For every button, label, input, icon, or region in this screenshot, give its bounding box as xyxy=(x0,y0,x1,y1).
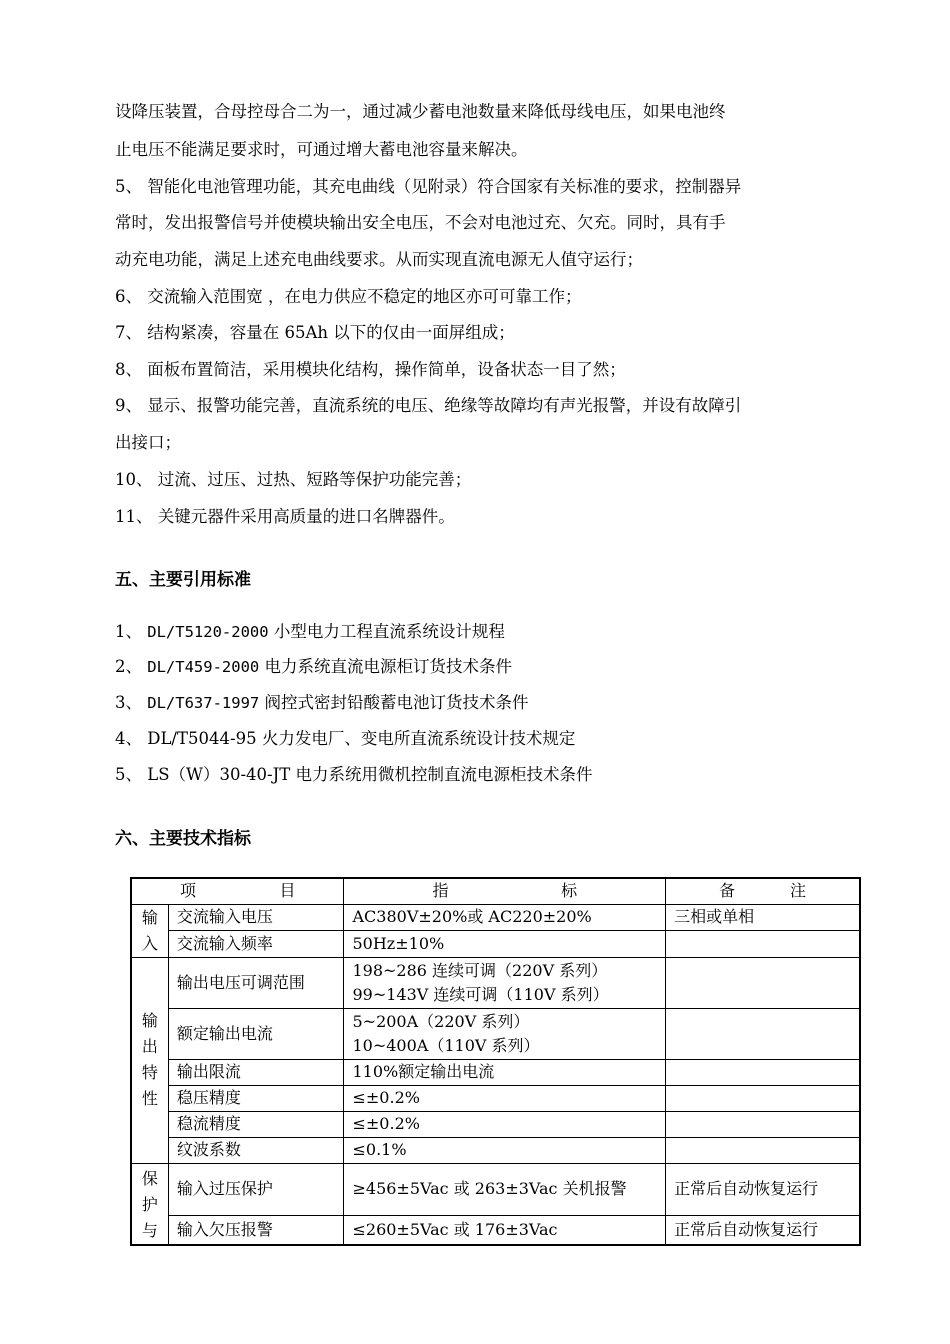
standard-number: 5、 xyxy=(115,765,142,784)
row-note xyxy=(666,957,860,1008)
row-note xyxy=(666,1137,860,1163)
standard-number: 1、 xyxy=(115,622,142,641)
table-row xyxy=(131,1008,860,1059)
standard-item xyxy=(115,729,575,749)
header-text: 目 xyxy=(279,881,296,901)
group-text: 保护与 xyxy=(141,1168,158,1240)
feature-item-8: 8、 面板布置简洁，采用模块化结构，操作简单，设备状态一目了然； xyxy=(115,360,626,379)
row-name: 交流输入电压 xyxy=(168,904,344,931)
row-value-line: 198~286 连续可调（220V 系列） xyxy=(352,960,608,980)
row-name: 输出电压可调范围 xyxy=(168,957,344,1008)
standard-title: 小型电力工程直流系统设计规程 xyxy=(273,622,505,641)
row-note: 正常后自动恢复运行 xyxy=(666,1215,860,1244)
table-row xyxy=(131,931,860,958)
standard-code: LS（W）30-40-JT xyxy=(147,765,291,784)
row-value: ≤±0.2% xyxy=(344,1085,666,1111)
standard-item xyxy=(115,765,592,785)
feature-item-10: 10、 过流、过压、过热、短路等保护功能完善； xyxy=(115,470,472,489)
standard-title: 火力发电厂、变电所直流系统设计技术规定 xyxy=(261,729,576,748)
table-header-row xyxy=(131,878,860,904)
row-value: ≤±0.2% xyxy=(344,1111,666,1137)
paragraph-line: 止电压不能满足要求时，可通过增大蓄电池容量来解决。 xyxy=(115,140,528,159)
standard-item xyxy=(115,622,505,642)
row-note xyxy=(666,1111,860,1137)
feature-item-11: 11、 关键元器件采用高质量的进口名牌器件。 xyxy=(115,507,455,526)
row-value: ≤260±5Vac 或 176±3Vac xyxy=(344,1215,666,1244)
table-row xyxy=(131,1215,860,1244)
row-name: 输出限流 xyxy=(168,1059,344,1085)
header-index xyxy=(344,878,666,904)
header-text: 备 xyxy=(719,881,736,901)
group-label-input xyxy=(131,904,168,957)
table-row xyxy=(131,957,860,1008)
row-name: 稳流精度 xyxy=(168,1111,344,1137)
row-name: 稳压精度 xyxy=(168,1085,344,1111)
row-value xyxy=(344,957,666,1008)
row-value-line: 10~400A（110V 系列） xyxy=(352,1035,540,1055)
spec-table xyxy=(130,877,861,1246)
table-row xyxy=(131,1059,860,1085)
table-row xyxy=(131,1111,860,1137)
feature-item-9: 9、 显示、报警功能完善，直流系统的电压、绝缘等故障均有声光报警，并设有故障引 xyxy=(115,396,742,415)
row-note: 正常后自动恢复运行 xyxy=(666,1163,860,1215)
section-heading-standards: 五、主要引用标准 xyxy=(115,570,251,590)
group-label-output xyxy=(131,957,168,1163)
header-text: 标 xyxy=(561,881,578,901)
header-text: 注 xyxy=(789,881,806,901)
row-value: ≤0.1% xyxy=(344,1137,666,1163)
feature-item-7: 7、 结构紧凑，容量在 65Ah 以下的仅由一面屏组成； xyxy=(115,323,515,342)
paragraph-line: 设降压装置，合母控母合二为一，通过减少蓄电池数量来降低母线电压，如果电池终 xyxy=(115,102,726,121)
paragraph-line: 动充电功能，满足上述充电曲线要求。从而实现直流电源无人值守运行； xyxy=(115,250,643,269)
group-text: 输出特性 xyxy=(141,1011,158,1108)
standard-number: 4、 xyxy=(115,729,142,748)
standard-code: DL/T5044-95 xyxy=(147,729,257,748)
header-text: 项 xyxy=(180,881,197,901)
row-value xyxy=(344,1008,666,1059)
row-value: ≥456±5Vac 或 263±3Vac 关机报警 xyxy=(344,1163,666,1215)
row-value: AC380V±20%或 AC220±20% xyxy=(344,904,666,931)
row-value-line: 99~143V 连续可调（110V 系列） xyxy=(352,984,609,1004)
standard-title: 电力系统直流电源柜订货技术条件 xyxy=(264,657,512,676)
standard-code: DL/T637-1997 xyxy=(147,694,260,712)
row-name: 交流输入频率 xyxy=(168,931,344,958)
table-row xyxy=(131,1085,860,1111)
feature-item-6: 6、 交流输入范围宽 ，在电力供应不稳定的地区亦可可靠工作； xyxy=(115,287,582,306)
paragraph-line: 常时，发出报警信号并使模块输出安全电压，不会对电池过充、欠充。同时，具有手 xyxy=(115,213,726,232)
row-note xyxy=(666,1008,860,1059)
row-value: 110%额定输出电流 xyxy=(344,1059,666,1085)
section-heading-specs: 六、主要技术指标 xyxy=(115,829,251,849)
row-note xyxy=(666,931,860,958)
group-text: 输入 xyxy=(141,907,158,953)
standard-code: DL/T5120-2000 xyxy=(147,623,269,641)
standard-number: 3、 xyxy=(115,693,142,712)
row-name: 输入欠压报警 xyxy=(168,1215,344,1244)
standard-title: 电力系统用微机控制直流电源柜技术条件 xyxy=(295,765,593,784)
table-row xyxy=(131,1163,860,1215)
row-name: 输入过压保护 xyxy=(168,1163,344,1215)
standard-item xyxy=(115,693,528,713)
standard-code: DL/T459-2000 xyxy=(147,658,260,676)
row-note xyxy=(666,1059,860,1085)
standard-item xyxy=(115,657,512,677)
row-value: 50Hz±10% xyxy=(344,931,666,958)
row-name: 纹波系数 xyxy=(168,1137,344,1163)
table-row xyxy=(131,1137,860,1163)
paragraph-line: 出接口； xyxy=(115,433,181,452)
row-note xyxy=(666,1085,860,1111)
header-item xyxy=(131,878,344,904)
standard-title: 阀控式密封铅酸蓄电池订货技术条件 xyxy=(264,693,529,712)
standard-number: 2、 xyxy=(115,657,142,676)
header-note xyxy=(666,878,860,904)
row-name: 额定输出电流 xyxy=(168,1008,344,1059)
table-row xyxy=(131,904,860,931)
header-text: 指 xyxy=(432,881,449,901)
row-value-line: 5~200A（220V 系列） xyxy=(352,1011,530,1031)
feature-item-5: 5、 智能化电池管理功能，其充电曲线（见附录）符合国家有关标准的要求，控制器异 xyxy=(115,177,742,196)
row-note: 三相或单相 xyxy=(666,904,860,931)
group-label-protection xyxy=(131,1163,168,1245)
